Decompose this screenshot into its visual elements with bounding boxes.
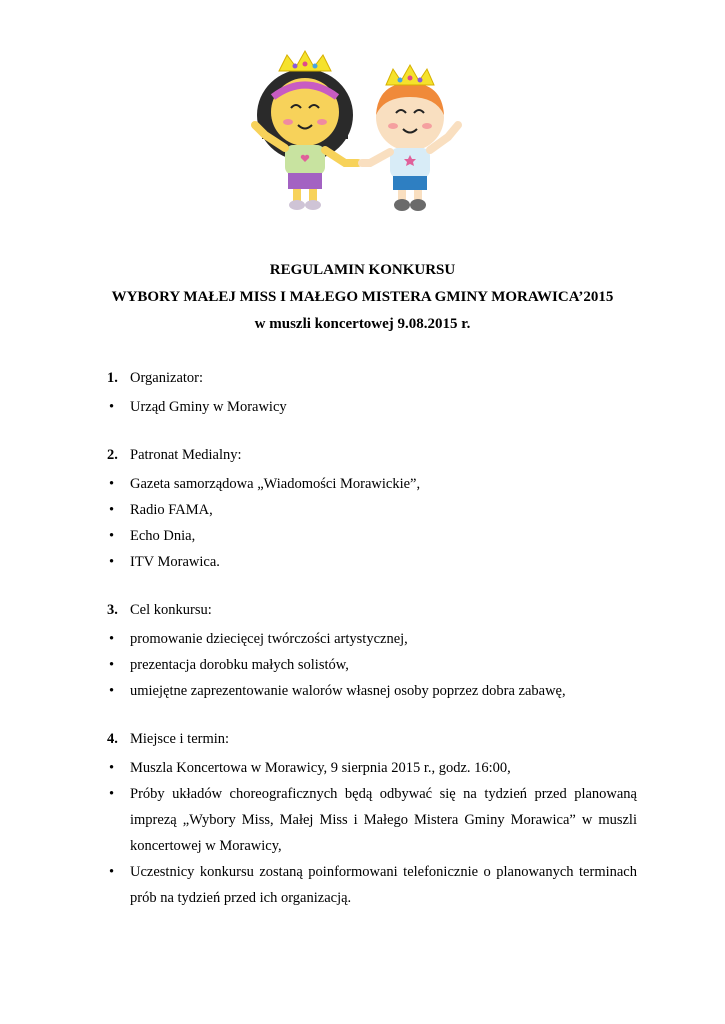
list-item: • Echo Dnia, (107, 523, 637, 549)
bullet-icon: • (109, 786, 115, 802)
section-number: 4. (107, 731, 118, 747)
regulation-title: REGULAMIN KONKURSU (269, 262, 456, 278)
bullet-icon: • (109, 657, 115, 673)
section-contest-goal (107, 600, 637, 704)
bullet-icon: • (109, 864, 115, 880)
section-number: 2. (107, 447, 118, 463)
list-item: • promowanie dziecięcej twórczości artystycznej, (107, 626, 637, 652)
list-item: • Próby układów choreograficznych będą odbywać się na tydzień przed planowaną imprezą „Wybory Miss, Małej Miss i Małego Mistera Gminy Morawica” w muszli koncertowej w Morawicy, (107, 781, 637, 859)
regulation-content (107, 368, 637, 936)
bullet-icon: • (109, 683, 115, 699)
section-title: Cel konkursu: (130, 602, 212, 618)
list-item: • Urząd Gminy w Morawicy (107, 394, 637, 420)
bullet-icon: • (109, 760, 115, 776)
bullet-icon: • (109, 631, 115, 647)
contest-venue-date: w muszli koncertowej 9.08.2015 r. (254, 316, 471, 332)
bullet-icon: • (109, 528, 115, 544)
bullet-icon: • (109, 554, 115, 570)
children-with-crowns-illustration (240, 45, 475, 215)
list-item: • prezentacja dorobku małych solistów, (107, 652, 637, 678)
section-number: 1. (107, 370, 118, 386)
section-media-patronage (107, 445, 637, 575)
list-item: • Gazeta samorządowa „Wiadomości Morawickie”, (107, 471, 637, 497)
contest-name: WYBORY MAŁEJ MISS I MAŁEGO MISTERA GMINY MORAWICA’2015 (111, 289, 614, 305)
section-title: Patronat Medialny: (130, 447, 242, 463)
boy-figure (362, 65, 458, 211)
girl-figure (255, 51, 358, 210)
bullet-icon: • (109, 399, 115, 415)
bullet-icon: • (109, 502, 115, 518)
list-item: • Radio FAMA, (107, 497, 637, 523)
list-item: • Uczestnicy konkursu zostaną poinformowani telefonicznie o planowanych terminach prób na tydzień przed ich organizacją. (107, 859, 637, 911)
bullet-icon: • (109, 476, 115, 492)
section-number: 3. (107, 602, 118, 618)
section-title: Miejsce i termin: (130, 731, 230, 747)
list-item: • umiejętne zaprezentowanie walorów własnej osoby poprzez dobra zabawę, (107, 678, 637, 704)
section-place-and-date (107, 729, 637, 911)
list-item: • Muszla Koncertowa w Morawicy, 9 sierpnia 2015 r., godz. 16:00, (107, 755, 637, 781)
section-title: Organizator: (130, 370, 204, 386)
section-organizer (107, 368, 637, 420)
list-item: • ITV Morawica. (107, 549, 637, 575)
